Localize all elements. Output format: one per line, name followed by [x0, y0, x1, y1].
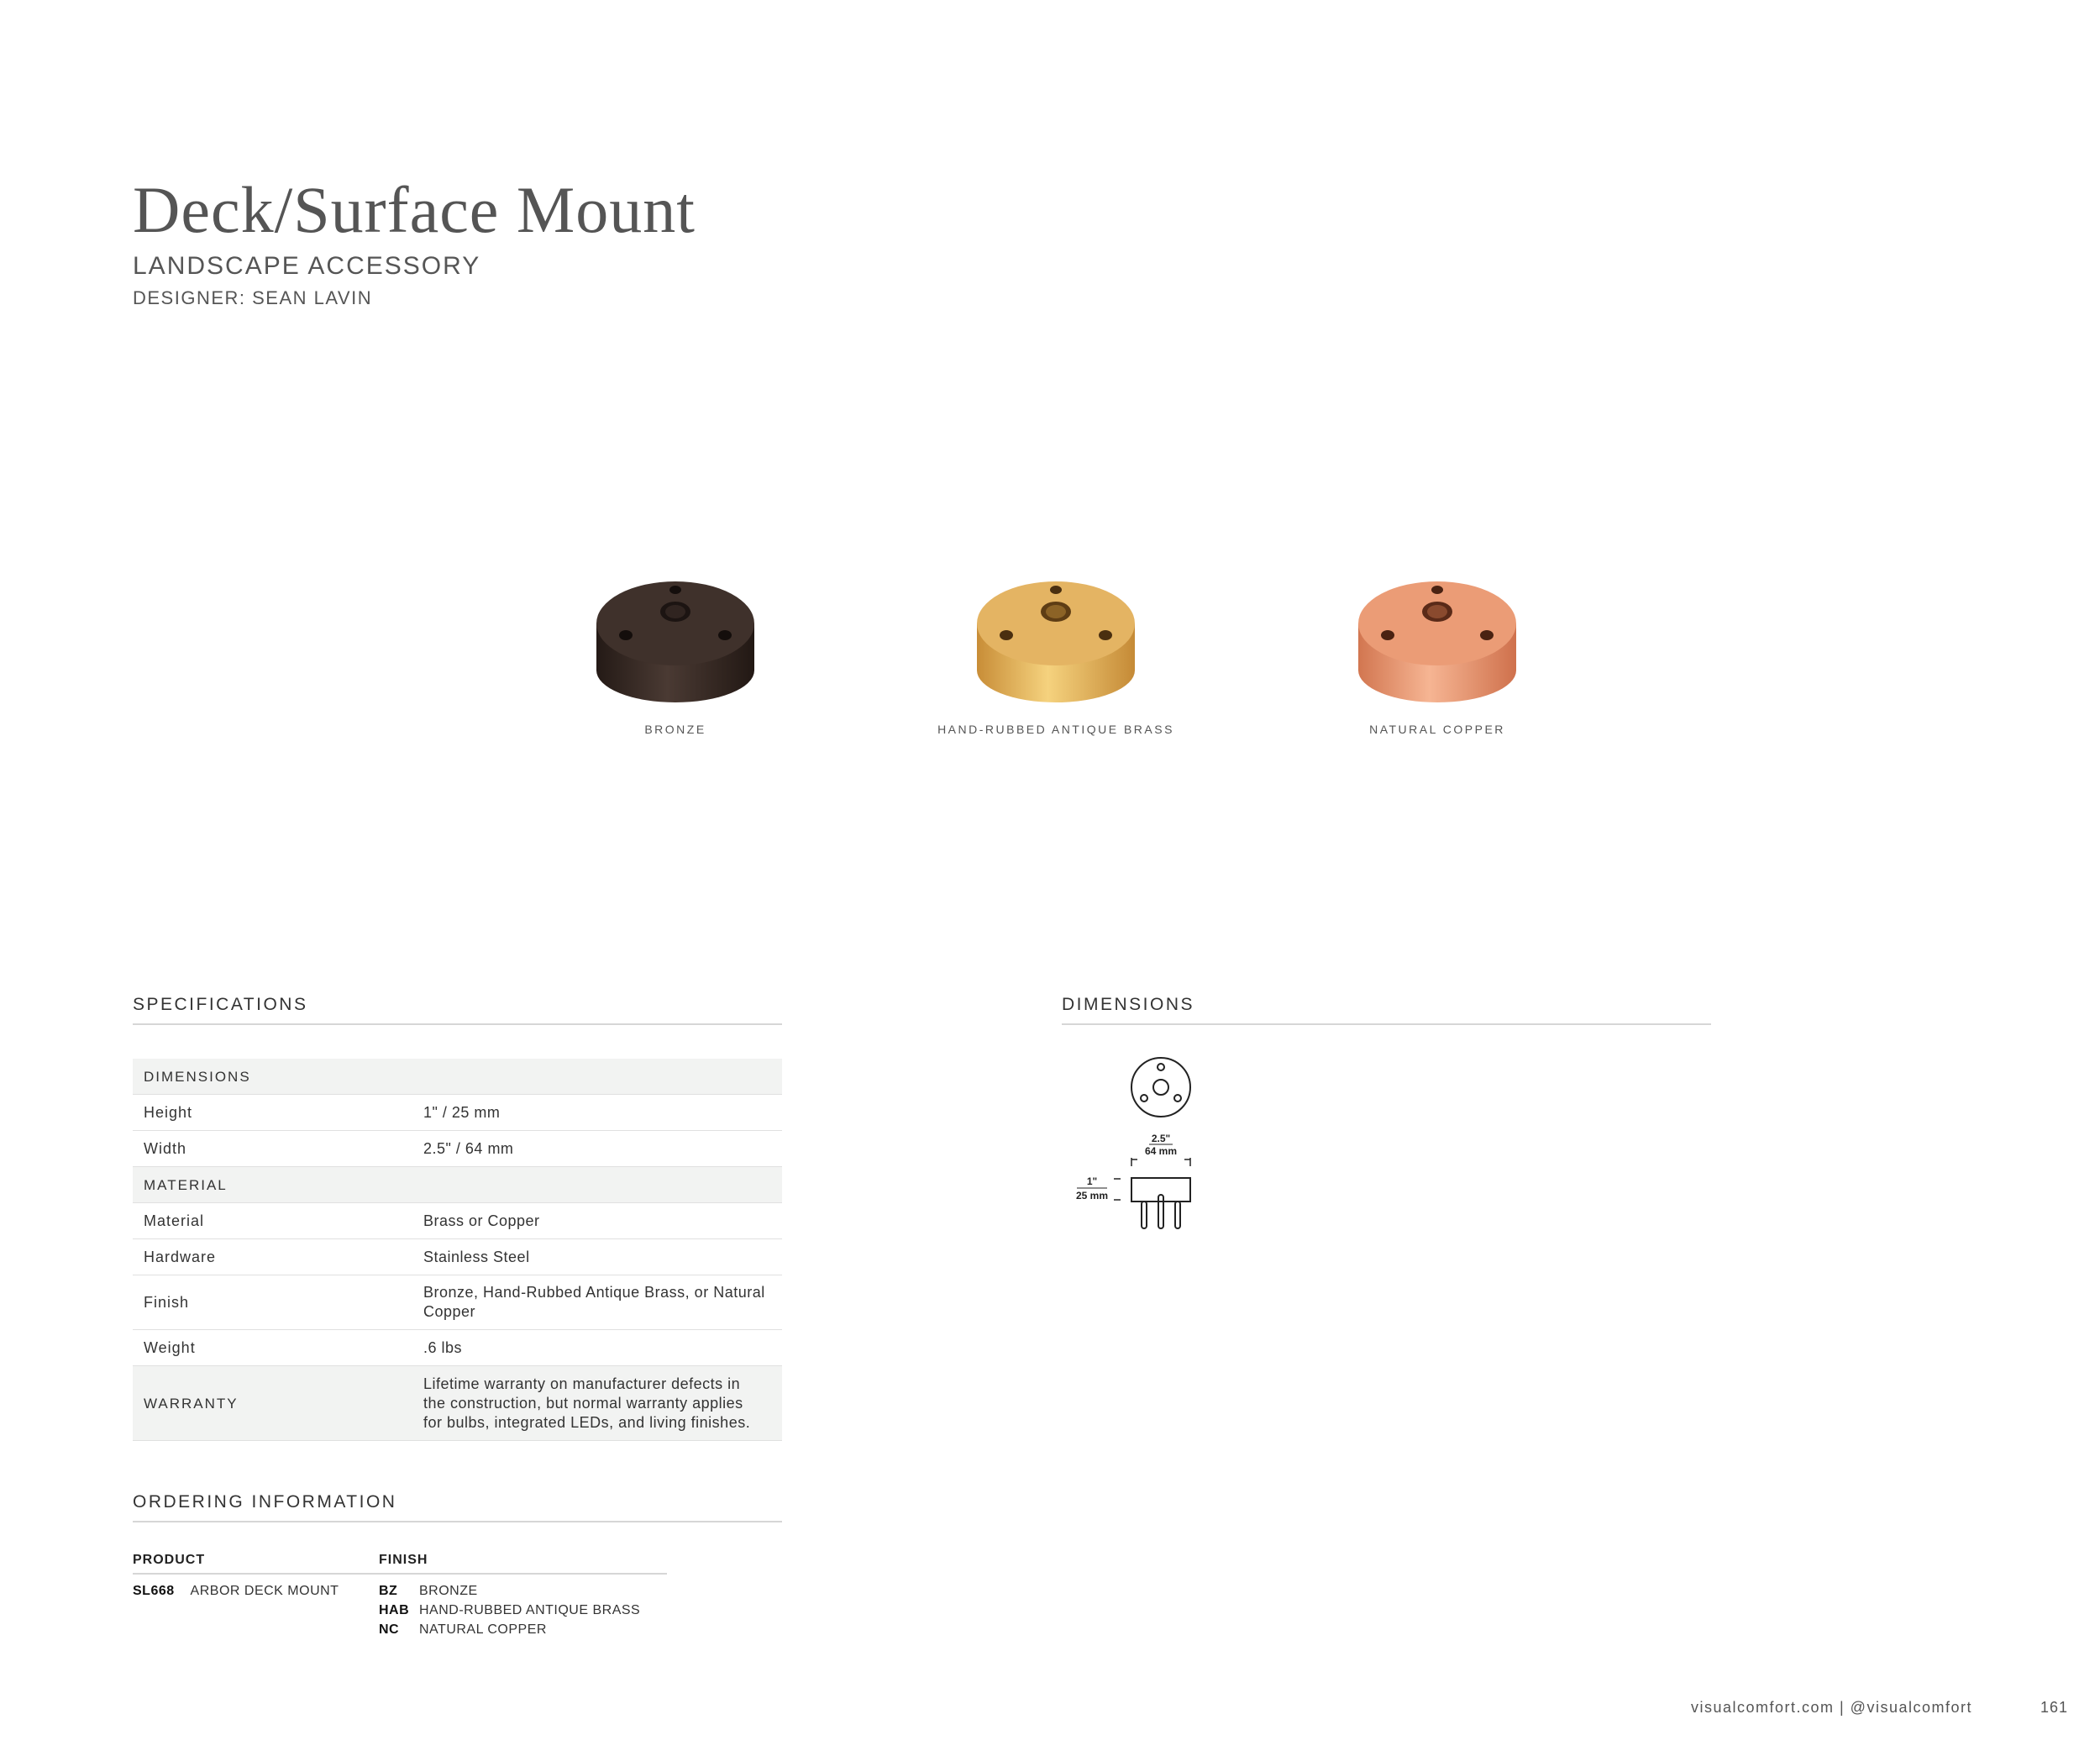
finish-column-header: FINISH — [379, 1553, 428, 1567]
height-mm-text: 25 mm — [1075, 1190, 1109, 1202]
finish-code: BZ — [379, 1584, 398, 1598]
product-name: ARBOR DECK MOUNT — [190, 1584, 339, 1598]
table-row — [133, 1239, 782, 1275]
finish-code: NC — [379, 1622, 400, 1637]
deck-mount-bronze-image — [591, 571, 759, 714]
spec-label: Finish — [133, 1275, 413, 1330]
finish-swatch-bronze — [499, 571, 852, 736]
finish-swatch-natural-copper — [1261, 571, 1614, 736]
table-row — [133, 1366, 782, 1441]
finish-name: HAND-RUBBED ANTIQUE BRASS — [419, 1603, 641, 1617]
page-subtitle: LANDSCAPE ACCESSORY — [133, 252, 481, 280]
side-view-icon — [1131, 1178, 1190, 1228]
spec-value: 2.5" / 64 mm — [413, 1131, 782, 1167]
spec-group-row — [133, 1167, 782, 1203]
dimensions-heading: DIMENSIONS — [1062, 995, 1195, 1014]
table-row — [133, 1275, 782, 1330]
product-entry — [133, 1584, 339, 1599]
spec-value: Bronze, Hand-Rubbed Antique Brass, or Natural Copper — [413, 1275, 782, 1330]
height-inch-text: 1" — [1086, 1175, 1098, 1187]
height-dimension-line — [1114, 1179, 1121, 1200]
page-number: 161 — [2040, 1699, 2068, 1716]
finish-name: NATURAL COPPER — [419, 1622, 547, 1637]
finish-swatch-antique-brass — [879, 571, 1232, 736]
spec-value: Stainless Steel — [413, 1239, 782, 1275]
finish-entry — [379, 1584, 478, 1599]
spec-label: Material — [133, 1203, 413, 1239]
product-column-header: PRODUCT — [133, 1553, 206, 1567]
ordering-heading: ORDERING INFORMATION — [133, 1492, 397, 1512]
finish-code: HAB — [379, 1603, 410, 1617]
specifications-heading: SPECIFICATIONS — [133, 995, 308, 1014]
spec-value: Brass or Copper — [413, 1203, 782, 1239]
spec-value: 1" / 25 mm — [413, 1095, 782, 1131]
top-view-icon — [1131, 1058, 1190, 1117]
dimension-drawing — [1065, 1050, 1216, 1244]
spec-value: Lifetime warranty on manufacturer defects in the construction, but normal warranty applies for bulbs, integrated LEDs, and living finishes. — [413, 1366, 782, 1441]
table-row — [133, 1203, 782, 1239]
ordering-divider — [133, 1521, 782, 1522]
finish-entry — [379, 1622, 547, 1638]
spec-label: Weight — [133, 1330, 413, 1366]
product-code: SL668 — [133, 1584, 175, 1598]
deck-mount-brass-image — [972, 571, 1140, 714]
spec-group-label: DIMENSIONS — [133, 1059, 413, 1095]
width-inch-text: 2.5" — [1151, 1133, 1171, 1144]
dimensions-divider — [1062, 1023, 1711, 1025]
finish-entry — [379, 1603, 640, 1618]
footer-website: visualcomfort.com | @visualcomfort — [1690, 1699, 1972, 1716]
deck-mount-copper-image — [1353, 571, 1521, 714]
table-row — [133, 1131, 782, 1167]
finish-label: HAND-RUBBED ANTIQUE BRASS — [937, 723, 1174, 736]
spec-label: WARRANTY — [133, 1366, 413, 1441]
specifications-divider — [133, 1023, 782, 1025]
spec-group-label: MATERIAL — [133, 1167, 413, 1203]
finish-label: BRONZE — [644, 723, 706, 736]
spec-value: .6 lbs — [413, 1330, 782, 1366]
page-title: Deck/Surface Mount — [133, 173, 696, 246]
finish-label: NATURAL COPPER — [1369, 723, 1505, 736]
designer-credit: DESIGNER: SEAN LAVIN — [133, 287, 373, 308]
finish-name: BRONZE — [419, 1584, 478, 1598]
spec-label: Width — [133, 1131, 413, 1167]
spec-group-row — [133, 1059, 782, 1095]
table-row — [133, 1330, 782, 1366]
specifications-table — [133, 1059, 782, 1441]
spec-label: Height — [133, 1095, 413, 1131]
spec-label: Hardware — [133, 1239, 413, 1275]
width-dimension-line — [1131, 1158, 1190, 1166]
table-row — [133, 1095, 782, 1131]
ordering-header-divider — [133, 1573, 667, 1575]
width-mm-text: 64 mm — [1144, 1145, 1178, 1157]
